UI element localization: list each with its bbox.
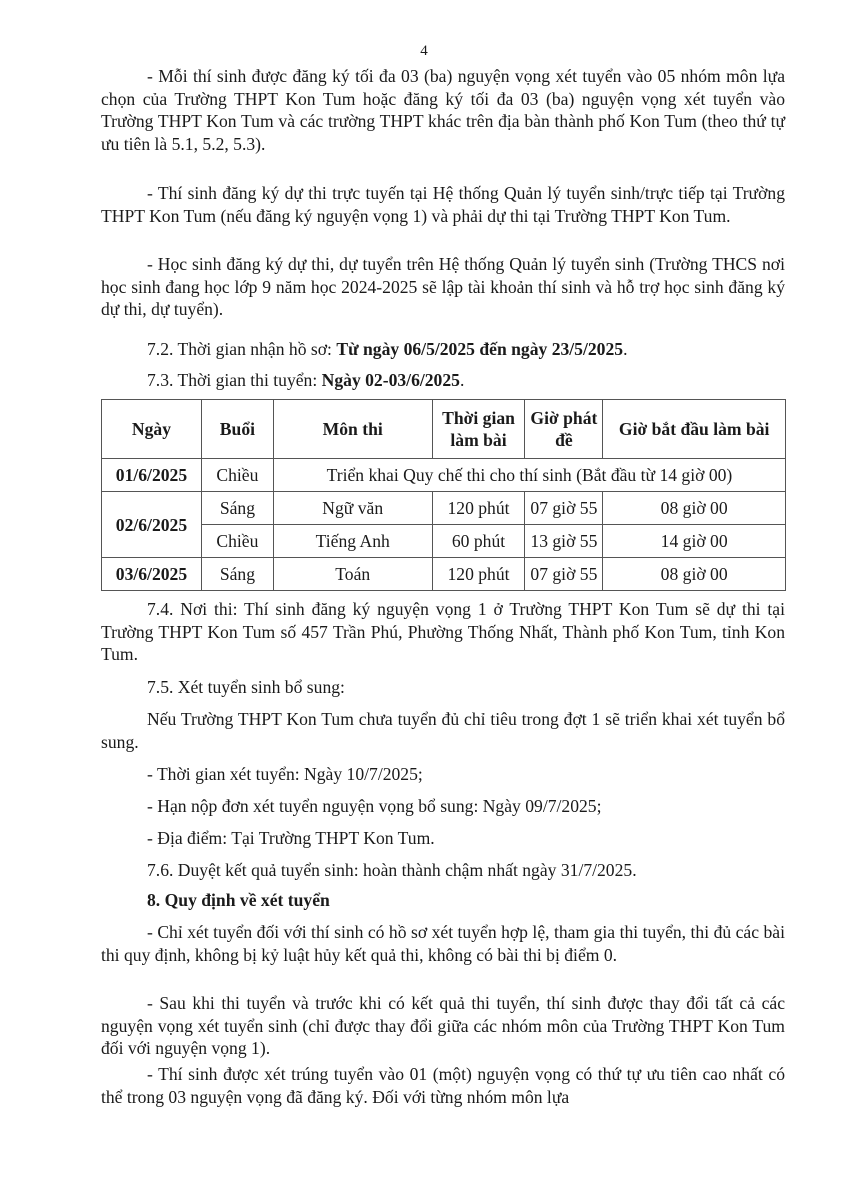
- header-start-time: Giờ bắt đầu làm bài: [603, 400, 786, 459]
- cell-date: 01/6/2025: [102, 459, 202, 492]
- section-7-6: 7.6. Duyệt kết quả tuyển sinh: hoàn thành chậm nhất ngày 31/7/2025.: [147, 860, 637, 880]
- cell-start-time: 14 giờ 00: [603, 525, 786, 558]
- cell-session: Chiều: [201, 525, 273, 558]
- table-row: [102, 525, 786, 558]
- cell-subject: Tiếng Anh: [273, 525, 432, 558]
- cell-start-time: 08 giờ 00: [603, 492, 786, 525]
- section-8-paragraph-eligibility: - Chỉ xét tuyển đối với thí sinh có hồ sơ xét tuyển hợp lệ, tham gia thi tuyển, thi đủ các bài thi quy định, không bị kỷ luật hủy kết quả thi, không có bài thi bị điểm 0.: [101, 922, 785, 965]
- exam-schedule-table: [101, 399, 786, 591]
- section-7-3-label: 7.3. Thời gian thi tuyển:: [147, 370, 322, 390]
- table-row: [102, 459, 786, 492]
- cell-date: 02/6/2025: [102, 492, 202, 558]
- table-row: [102, 492, 786, 525]
- section-8-heading: 8. Quy định về xét tuyển: [147, 890, 330, 910]
- paragraph-online-registration: - Thí sinh đăng ký dự thi trực tuyến tại Hệ thống Quản lý tuyển sinh/trực tiếp tại Trường THPT Kon Tum (nếu đăng ký nguyện vọng 1) và phải dự thi tại Trường THPT Kon Tum.: [101, 183, 785, 226]
- cell-session: Sáng: [201, 492, 273, 525]
- section-7-3: 7.3. Thời gian thi tuyển: Ngày 02-03/6/2025.: [147, 370, 465, 390]
- cell-paper-time: 13 giờ 55: [525, 525, 603, 558]
- section-7-3-value: Ngày 02-03/6/2025: [321, 370, 460, 390]
- section-7-5-body: Nếu Trường THPT Kon Tum chưa tuyển đủ chỉ tiêu trong đợt 1 sẽ triển khai xét tuyển bổ sung.: [101, 709, 785, 752]
- cell-duration: 120 phút: [432, 558, 525, 591]
- cell-session: Chiều: [201, 459, 273, 492]
- cell-paper-time: 07 giờ 55: [525, 492, 603, 525]
- table-header-row: [102, 400, 786, 459]
- section-7-5-bullet-deadline: - Hạn nộp đơn xét tuyển nguyện vọng bổ sung: Ngày 09/7/2025;: [147, 796, 602, 816]
- cell-duration: 60 phút: [432, 525, 525, 558]
- cell-subject: Toán: [273, 558, 432, 591]
- cell-session: Sáng: [201, 558, 273, 591]
- paragraph-registration-limit: - Mỗi thí sinh được đăng ký tối đa 03 (ba) nguyện vọng xét tuyển vào 05 nhóm môn lựa chọn của Trường THPT Kon Tum hoặc đăng ký tối đa 03 (ba) nguyện vọng xét tuyển vào Trường THPT Kon Tum và các trường THPT khác trên địa bàn thành phố Kon Tum (theo thứ tự ưu tiên là 5.1, 5.2, 5.3).: [101, 66, 785, 154]
- cell-merged-note: Triển khai Quy chế thi cho thí sinh (Bắt đầu từ 14 giờ 00): [273, 459, 785, 492]
- header-paper-time: Giờ phát đề: [525, 400, 603, 459]
- section-7-2-label: 7.2. Thời gian nhận hồ sơ:: [147, 339, 337, 359]
- paragraph-student-registration: - Học sinh đăng ký dự thi, dự tuyển trên Hệ thống Quản lý tuyển sinh (Trường THCS nơi học sinh đang học lớp 9 năm học 2024-2025 sẽ lập tài khoản thí sinh và hỗ trợ học sinh đăng ký dự thi, dự tuyển).: [101, 254, 785, 319]
- header-duration: Thời gian làm bài: [432, 400, 525, 459]
- cell-subject: Ngữ văn: [273, 492, 432, 525]
- page-number: 4: [420, 43, 428, 59]
- section-7-2-value: Từ ngày 06/5/2025 đến ngày 23/5/2025: [336, 339, 624, 359]
- section-7-5-heading: 7.5. Xét tuyển sinh bổ sung:: [147, 677, 345, 697]
- section-7-2: 7.2. Thời gian nhận hồ sơ: Từ ngày 06/5/2025 đến ngày 23/5/2025.: [147, 339, 628, 359]
- section-8-paragraph-change: - Sau khi thi tuyển và trước khi có kết quả thi tuyển, thí sinh được thay đổi tất cả các nguyện vọng xét tuyển sinh (chỉ được thay đổi giữa các nhóm môn của Trường THPT Kon Tum đối với nguyện vọng 1).: [101, 993, 785, 1058]
- section-8-paragraph-admission: - Thí sinh được xét trúng tuyển vào 01 (một) nguyện vọng có thứ tự ưu tiên cao nhất có thể trong 03 nguyện vọng đã đăng ký. Đối với từng nhóm môn lựa: [101, 1064, 785, 1107]
- table-row: [102, 558, 786, 591]
- header-session: Buổi: [201, 400, 273, 459]
- cell-start-time: 08 giờ 00: [603, 558, 786, 591]
- header-subject: Môn thi: [273, 400, 432, 459]
- section-7-4: 7.4. Nơi thi: Thí sinh đăng ký nguyện vọng 1 ở Trường THPT Kon Tum sẽ dự thi tại Trường THPT Kon Tum số 457 Trần Phú, Phường Thống Nhất, Thành phố Kon Tum, tỉnh Kon Tum.: [101, 599, 785, 664]
- section-7-5-bullet-location: - Địa điểm: Tại Trường THPT Kon Tum.: [147, 828, 435, 848]
- cell-date: 03/6/2025: [102, 558, 202, 591]
- cell-duration: 120 phút: [432, 492, 525, 525]
- section-7-5-bullet-time: - Thời gian xét tuyển: Ngày 10/7/2025;: [147, 764, 423, 784]
- header-date: Ngày: [102, 400, 202, 459]
- cell-paper-time: 07 giờ 55: [525, 558, 603, 591]
